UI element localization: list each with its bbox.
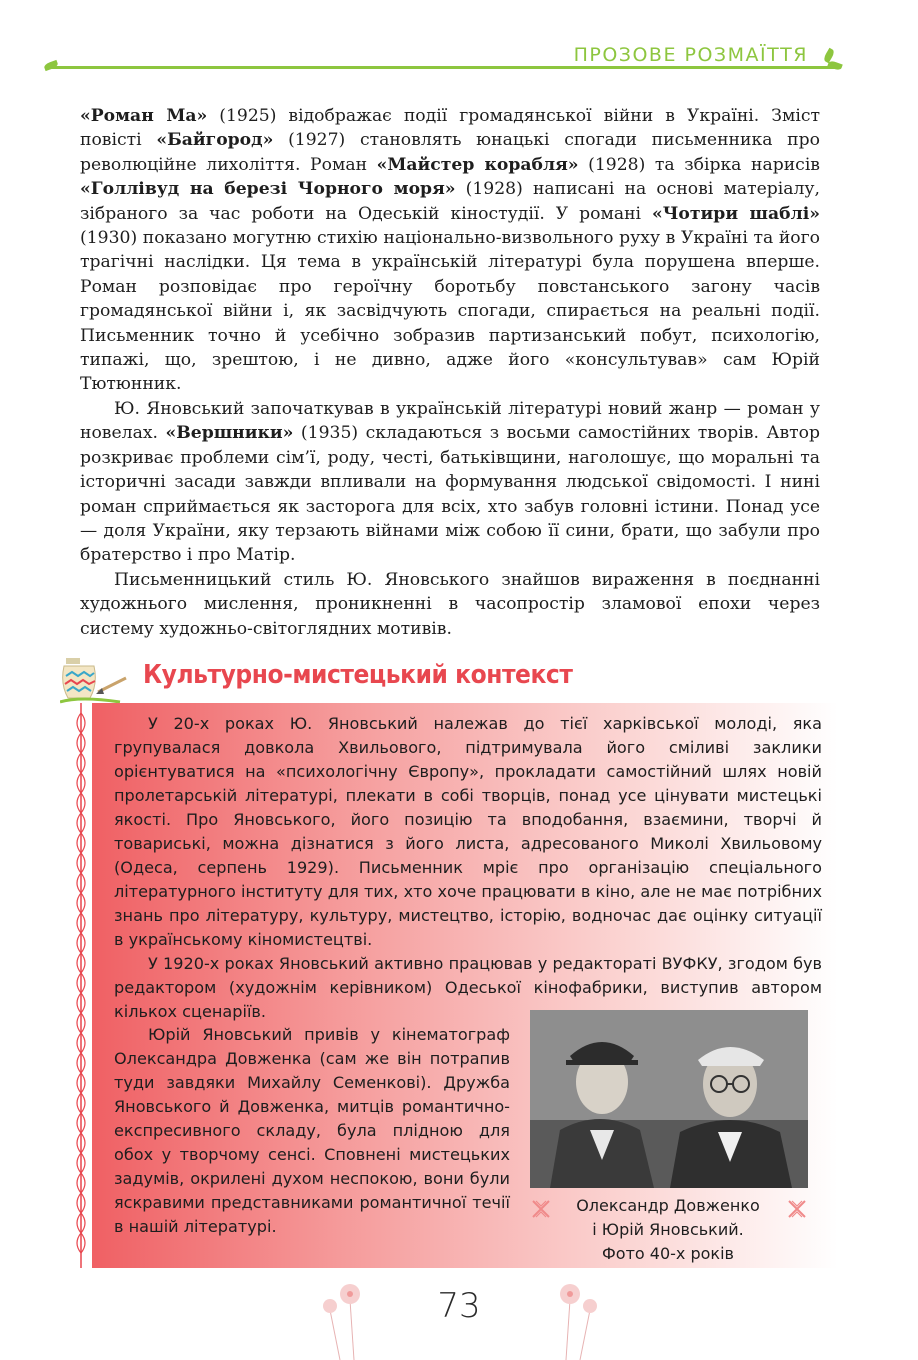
paragraph: Письменницький стиль Ю. Яновського знайшов вираження в поєднанні художнього мислення, проникненні в часопростір зламової епохи через систему художньо-світоглядних мотивів.: [80, 569, 820, 639]
work-title: «Вершники»: [165, 423, 294, 444]
caption-line: Фото 40-х років: [602, 1244, 734, 1263]
text-run: (1935) складаються з восьми самостійних творів. Автор розкриває проблеми сім’ї, роду, честі, батьківщини, наголошує, що моральні та історичні засади завжди впливали на формування людської свідомості. І нині роман сприймається як засторога для всіх, хто забув головні істини. Понад усе — доля України, яку терзають війнами між собою її сини, брати, що забули про братерство і про Матір.: [80, 423, 820, 566]
photo-caption: [548, 1194, 788, 1266]
page-number: 73: [437, 1286, 481, 1326]
cross-ornament-icon: [786, 1198, 808, 1220]
paragraph: Юрій Яновський привів у кінематограф Олександра Довженка (сам же він потрапив туди завдяки Михайлу Семенкові). Дружба Яновського й Довженка, митців романтично-експресивного складу, була плідною для обох у творчому сенсі. Сповнені мистецьких задумів, окрилені духом неспокою, вони були яскравими представниками романтичної течії в нашій літературі.: [114, 1025, 510, 1236]
work-title: «Майстер корабля»: [376, 154, 579, 175]
paragraph: У 20-х роках Ю. Яновський належав до тієї харківської молоді, яка групувалася довкола Хвильового, підтримувала його сміливі заклики орієнтуватися на «психологічну Європу», прокладати самостійний шлях новій пролетарській літературі, плекати в собі творців, понад усе цінувати мистецькі якості. Про Яновського, його позицію та вподобання, взаємини, творчі й товариські, можна дізнатися з його листа, адресованого Миколі Хвильовому (Одеса, серпень 1929). Письменник мріє про організацію спеціального літературного інституту для тих, хто хоче працювати в кіно, але не має потрібних знань про літературу, культуру, мистецтво, історію, водночас дає оцінку ситуації в українському кіномистецтві.: [114, 714, 822, 949]
work-title: «Роман Ма»: [80, 106, 208, 126]
text-run: (1930) показано могутню стихію національно-визвольного руху в Україні та його трагічні наслідки. Ця тема в українській літературі була порушена вперше. Роман розповідає про героїчну боротьбу повстанського загону часів громадянської війни і, як засвідчують спогади, спирається на реальні події. Письменник точно й усебічно зобразив партизанський побут, психологію, типажі, що, зрештою, і не дивно, адже його «консультував» сам Юрій Тютюнник.: [80, 228, 820, 395]
section-heading: [60, 658, 660, 706]
running-header-title: ПРОЗОВЕ РОЗМАЇТТЯ: [573, 44, 808, 66]
text-run: (1928) написані на основі матеріалу, зібраного за час роботи на Одеській кіностудії. У романі: [80, 179, 820, 224]
paragraph: У 1920-х роках Яновський активно працював у редакторатi ВУФКУ, згодом був редактором (художнім керівником) Одеської кінофабрики, виступив автором кількох сценаріїв.: [114, 954, 822, 1021]
text-run: (1928) та збірка нарисів: [578, 154, 820, 175]
caption-line: і Юрій Яновський.: [592, 1220, 744, 1239]
vase-brush-icon: [60, 658, 130, 706]
header-rule: [50, 66, 840, 69]
decorative-border: [70, 703, 92, 1268]
text-run: Ю. Яновський започаткував в українській літературі новий жанр — роман у новелах.: [80, 398, 820, 444]
paragraph: [80, 397, 820, 568]
culture-text: [114, 712, 822, 1024]
historical-photo: [530, 1010, 808, 1188]
work-title: «Байгород»: [156, 130, 274, 151]
paragraph: [80, 104, 820, 397]
caption-line: Олександр Довженко: [576, 1196, 760, 1215]
culture-column-text: [114, 1023, 510, 1239]
leaf-icon: [43, 60, 59, 71]
text-run: (1925) відображає події громадянської війни в Україні. Зміст повісті: [80, 106, 820, 151]
work-title: «Чотири шаблі»: [652, 203, 821, 224]
leaf-icon: [827, 60, 843, 71]
photo-illustration: [530, 1010, 808, 1188]
section-title: Культурно-мистецький контекст: [143, 660, 573, 690]
main-text: [80, 104, 820, 641]
text-run: (1927) становлять юнацькі спогади письменника про революційне лихоліття. Роман: [80, 130, 820, 175]
work-title: «Голлівуд на березі Чорного моря»: [80, 179, 456, 200]
page-header: [0, 0, 918, 90]
